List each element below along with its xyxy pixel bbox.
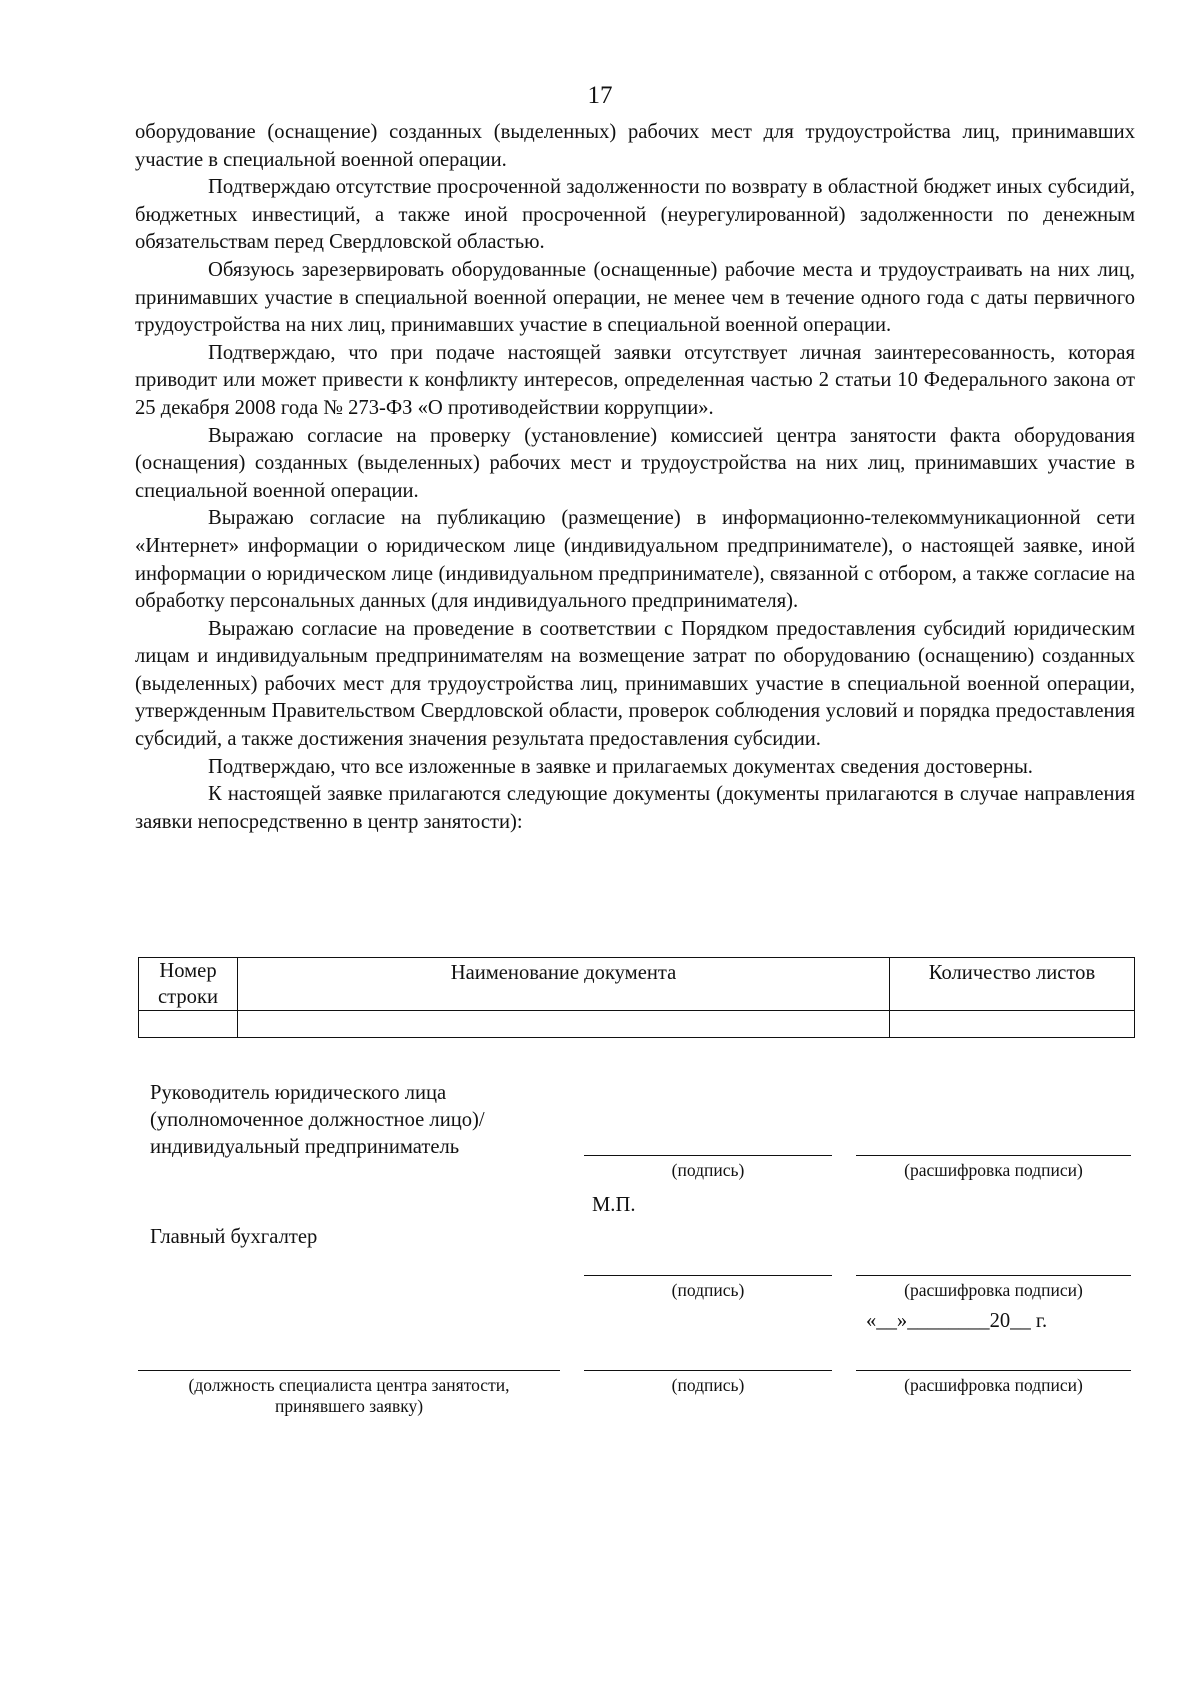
accountant-decode-line (856, 1275, 1131, 1276)
head-signature-caption: (подпись) (671, 1160, 745, 1180)
documents-table (138, 957, 1135, 1038)
specialist-decode-line (856, 1370, 1131, 1371)
specialist-signature-caption: (подпись) (671, 1375, 745, 1395)
head-signature-line (584, 1155, 832, 1156)
head-label (150, 1080, 485, 1161)
page-number: 17 (587, 82, 613, 109)
accountant-label: Главный бухгалтер (150, 1226, 318, 1248)
paragraph-2: Подтверждаю отсутствие просроченной задолженности по возврату в областной бюджет иных субсидий, бюджетных инвестиций, а также иной просроченной (неурегулированной) задолженности по денежным обязательствам перед Свердловской областью. (135, 176, 1135, 254)
head-label-line-3: индивидуальный предприниматель (150, 1136, 460, 1158)
head-label-line-2: (уполномоченное должностное лицо)/ (150, 1109, 485, 1131)
paragraph-5: Выражаю согласие на проверку (установление) комиссией центра занятости факта оборудования (оснащения) созданных (выделенных) рабочих мест и трудоустройства на них лиц, принимавших участие в специальной военной операции. (135, 424, 1135, 502)
specialist-decode-caption: (расшифровка подписи) (904, 1375, 1083, 1395)
paragraph-6: Выражаю согласие на публикацию (размещение) в информационно-телекоммуникационной сети «Интернет» информации о юридическом лице (индивидуальном предпринимателе), о настоящей заявке, иной информации о юридическом лице (индивидуальном предпринимателе), связанной с отбором, а также согласие на обработку персональных данных (для индивидуального предпринимателя). (135, 507, 1135, 613)
date-field: «__»________20__ г. (866, 1310, 1048, 1332)
specialist-position-caption (138, 1375, 560, 1417)
cell-row-number (139, 1011, 238, 1038)
specialist-signature-line (584, 1370, 832, 1371)
specialist-position-line (138, 1370, 560, 1371)
table-row (139, 1011, 1135, 1038)
cell-document-name (238, 1011, 890, 1038)
specialist-caption-line-1: (должность специалиста центра занятости, (188, 1375, 510, 1395)
accountant-decode-caption: (расшифровка подписи) (904, 1280, 1083, 1300)
body-text (135, 119, 1135, 836)
header-document-name: Наименование документа (238, 958, 890, 1011)
paragraph-1: оборудование (оснащение) созданных (выделенных) рабочих мест для трудоустройства лиц, принимавших участие в специальной военной операции. (135, 121, 1135, 171)
table-header-row (139, 958, 1135, 1011)
paragraph-8: Подтверждаю, что все изложенные в заявке и прилагаемых документах сведения достоверны. (208, 755, 1033, 778)
specialist-caption-line-2: принявшего заявку) (274, 1396, 424, 1416)
header-sheet-count: Количество листов (890, 958, 1135, 1011)
paragraph-3: Обязуюсь зарезервировать оборудованные (оснащенные) рабочие места и трудоустраивать на них лиц, принимавших участие в специальной военной операции, не менее чем в течение одного года с даты первичного трудоустройства на них лиц, принимавших участие в специальной военной операции. (135, 258, 1135, 337)
paragraph-7: Выражаю согласие на проведение в соответствии с Порядком предоставления субсидий юридическим лицам и индивидуальным предпринимателям на возмещение затрат по оборудованию (оснащению) созданных (выделенных) рабочих мест для трудоустройства лиц, принимавших участие в специальной военной операции, утвержденным Правительством Свердловской области, проверок соблюдения условий и порядка предоставления субсидий, а также достижения значения результата предоставления субсидии. (135, 617, 1135, 751)
head-decode-line (856, 1155, 1131, 1156)
paragraph-9: К настоящей заявке прилагаются следующие документы (документы прилагаются в случае направления заявки непосредственно в центр занятости): (135, 783, 1135, 833)
accountant-signature-line (584, 1275, 832, 1276)
head-decode-caption: (расшифровка подписи) (904, 1160, 1083, 1180)
head-label-line-1: Руководитель юридического лица (150, 1082, 447, 1104)
header-row-number: Номер строки (139, 958, 238, 1011)
accountant-signature-caption: (подпись) (671, 1280, 745, 1300)
paragraph-4: Подтверждаю, что при подаче настоящей заявки отсутствует личная заинтересованность, которая приводит или может привести к конфликту интересов, определенная частью 2 статьи 10 Федерального закона от 25 декабря 2008 года № 273-ФЗ «О противодействии коррупции». (135, 341, 1135, 419)
cell-sheet-count (890, 1011, 1135, 1038)
stamp-placeholder: М.П. (592, 1194, 636, 1216)
